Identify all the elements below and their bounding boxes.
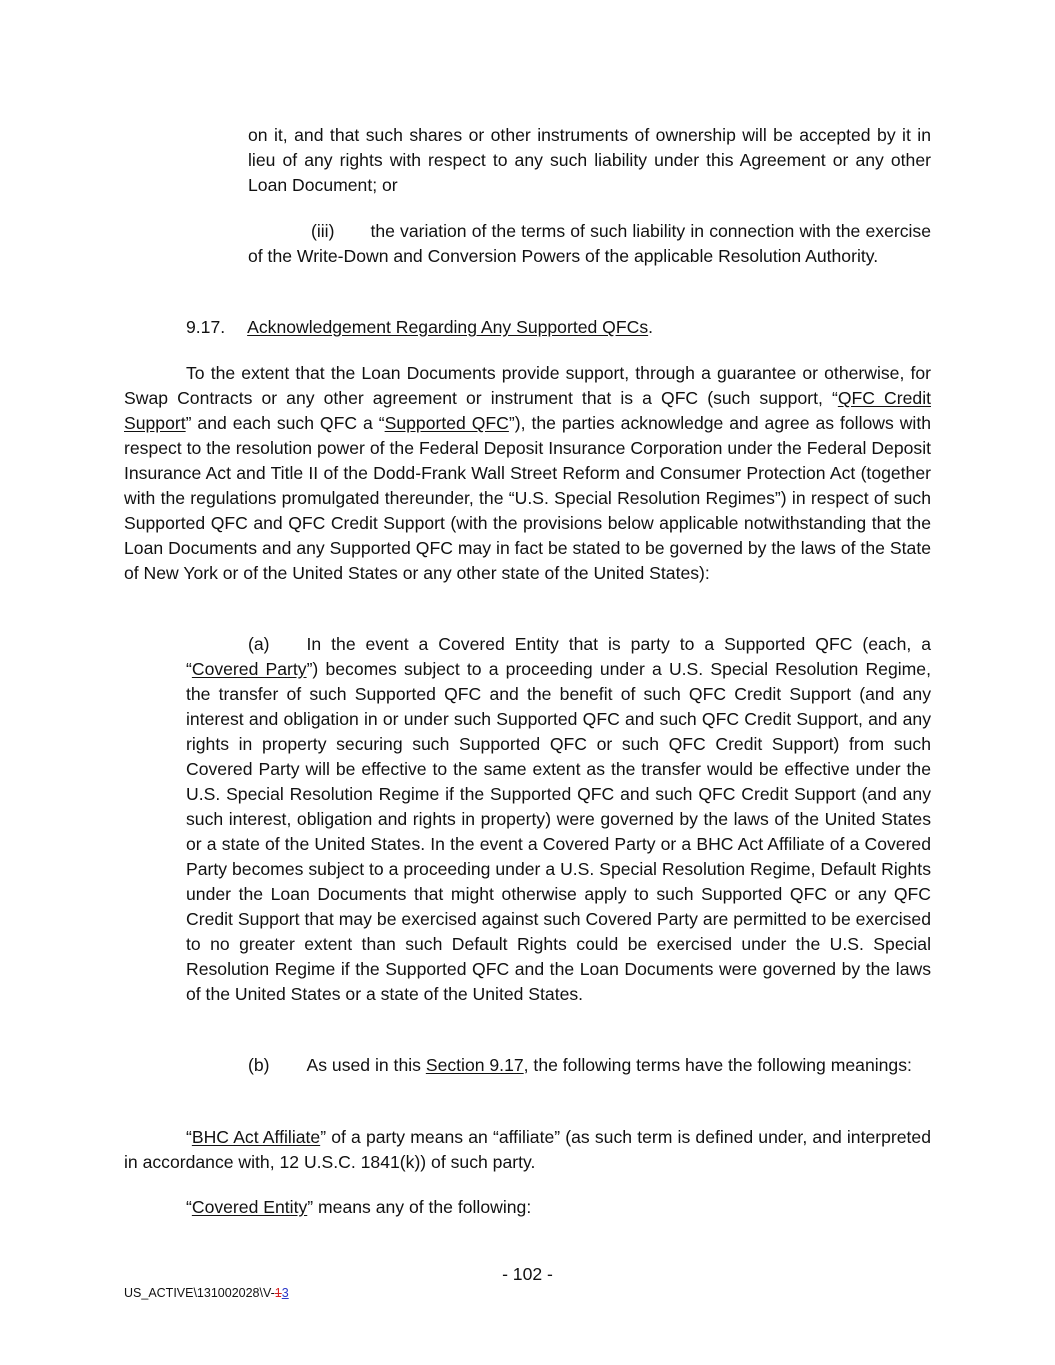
intro-text-2: ” and each such QFC a “ [185, 413, 385, 433]
paragraph-b-text-1: As used in this [306, 1055, 426, 1075]
intro-text-1: To the extent that the Loan Documents provide support, through a guarantee or otherwise, for Swap Contracts or any other agreement or instrument that is a QFC (such support, “ [124, 363, 931, 408]
item-iii-paragraph [248, 219, 931, 269]
continuation-paragraph: on it, and that such shares or other instruments of ownership will be accepted by it in lieu of any rights with respect to any such liability under this Agreement or any other Loan Document; or [248, 125, 931, 195]
definition-covered-text: ” means any of the following: [307, 1197, 532, 1217]
definition-bhc-text: ” of a party means an “affiliate” (as such term is defined under, and interpreted in accordance with, 12 U.S.C. 1841(k)) of such party. [124, 1127, 931, 1172]
version-inserted: 3 [281, 1286, 289, 1300]
section-title: Acknowledgement Regarding Any Supported QFCs [247, 317, 649, 337]
version-deleted: 1 [274, 1286, 282, 1300]
section-heading [186, 315, 931, 340]
defined-term-bhc-act-affiliate: BHC Act Affiliate [191, 1127, 321, 1147]
definition-bhc-quote: “ [186, 1127, 192, 1147]
defined-term-covered-entity: Covered Entity [191, 1197, 308, 1217]
intro-text-3: ”), the parties acknowledge and agree as follows with respect to the resolution power of the Federal Deposit Insurance Corporation under the Federal Deposit Insurance Act and Title II of the Dodd-Frank Wall Street Reform and Consumer Protection Act (together with the regulations promulgated thereunder, the “U.S. Special Resolution Regimes”) in respect of such Supported QFC and QFC Credit Support (with the provisions below applicable notwithstanding that the Loan Documents and any Supported QFC may in fact be stated to be governed by the laws of the State of New York or of the United States or any other state of the United States): [124, 413, 932, 583]
item-iii-text: the variation of the terms of such liability in connection with the exercise of the Write-Down and Conversion Powers of the applicable Resolution Authority. [248, 221, 931, 266]
section-number: 9.17. [186, 317, 226, 337]
paragraph-a-text-2: ”) becomes subject to a proceeding under a U.S. Special Resolution Regime, the transfer of such Supported QFC and the benefit of such QFC Credit Support (and any interest and obligation in or under such Supported QFC and such QFC Credit Support, and any rights in property securing such Supported QFC or such QFC Credit Support) from such Covered Party will be effective to the same extent as the transfer would be effective under the U.S. Special Resolution Regime if the Supported QFC and such QFC Credit Support (and any such interest, obligation and rights in property) were governed by the laws of the United States or a state of the United States. In the event a Covered Party or a BHC Act Affiliate of a Covered Party becomes subject to a proceeding under a U.S. Special Resolution Regime, Default Rights under the Loan Documents that might otherwise apply to such Supported QFC or any QFC Credit Support that may be exercised against such Covered Party are permitted to be exercised to no greater extent than such Default Rights could be exercised under the U.S. Special Resolution Regime if the Supported QFC and the Loan Documents were governed by the laws of the United States or a state of the United States. [186, 659, 931, 1004]
paragraph-b-text-2: , the following terms have the following meanings: [523, 1055, 912, 1075]
paragraph-a-text-1: In the event a Covered Entity that is party to a Supported QFC (each, a “ [186, 634, 931, 679]
section-title-period: . [648, 317, 654, 337]
definition-covered-entity [124, 1195, 931, 1220]
defined-term-covered-party: Covered Party [191, 659, 307, 679]
intro-paragraph [124, 361, 931, 586]
paragraph-b [186, 1053, 931, 1078]
defined-term-supported-qfc: Supported QFC [384, 413, 509, 433]
document-id [124, 1285, 289, 1301]
definition-bhc-act-affiliate [124, 1125, 931, 1175]
section-reference-link[interactable]: Section 9.17 [425, 1055, 524, 1075]
document-id-prefix: US_ACTIVE\131002028\V- [124, 1286, 275, 1300]
paragraph-a [186, 632, 931, 1007]
paragraph-a-label: (a) [248, 634, 270, 654]
defined-term-qfc-credit-support: QFC Credit Support [124, 388, 931, 433]
paragraph-b-label: (b) [248, 1055, 270, 1075]
page-number: - 102 - [502, 1264, 553, 1284]
definition-covered-quote: “ [186, 1197, 192, 1217]
item-iii-label: (iii) [311, 221, 335, 241]
